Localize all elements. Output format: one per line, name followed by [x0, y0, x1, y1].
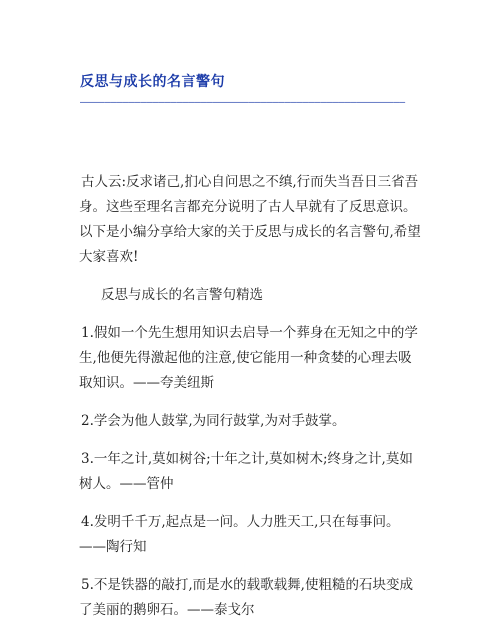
quote-item-1: 1.假如一个先生想用知识去启导一个葬身在无知之中的学生,他便先得激起他的注意,使它能用一种贪婪的心理去吸取知识。——夸美纽斯	[79, 325, 418, 391]
quote-item-3: 3.一年之计,莫如树谷;十年之计,莫如树木;终身之计,莫如树人。——管仲	[79, 451, 413, 492]
intro-paragraph: 古人云:反求诸己,扪心自问思之不缜,行而失当吾日三省吾身。这些至理名言都充分说明了古人早就有了反思意识。以下是小编分享给大家的关于反思与成长的名言警句,希望大家喜欢!	[79, 174, 421, 265]
title-divider: ——————————————————————————————————————————————————————	[80, 97, 406, 108]
quote-item-4: 4.发明千千万,起点是一问。人力胜天工,只在每事问。——陶行知	[79, 514, 400, 555]
section-heading: 反思与成长的名言警句精选	[101, 287, 263, 303]
quote-item-2: 2.学会为他人鼓掌,为同行鼓掌,为对手鼓掌。	[81, 413, 346, 429]
article-title: 反思与成长的名言警句	[80, 74, 225, 90]
quote-item-5: 5.不是铁器的敲打,而是水的载歌载舞,使粗糙的石块变成了美丽的鹅卵石。——泰戈尔	[79, 577, 413, 618]
article-body	[79, 170, 424, 623]
